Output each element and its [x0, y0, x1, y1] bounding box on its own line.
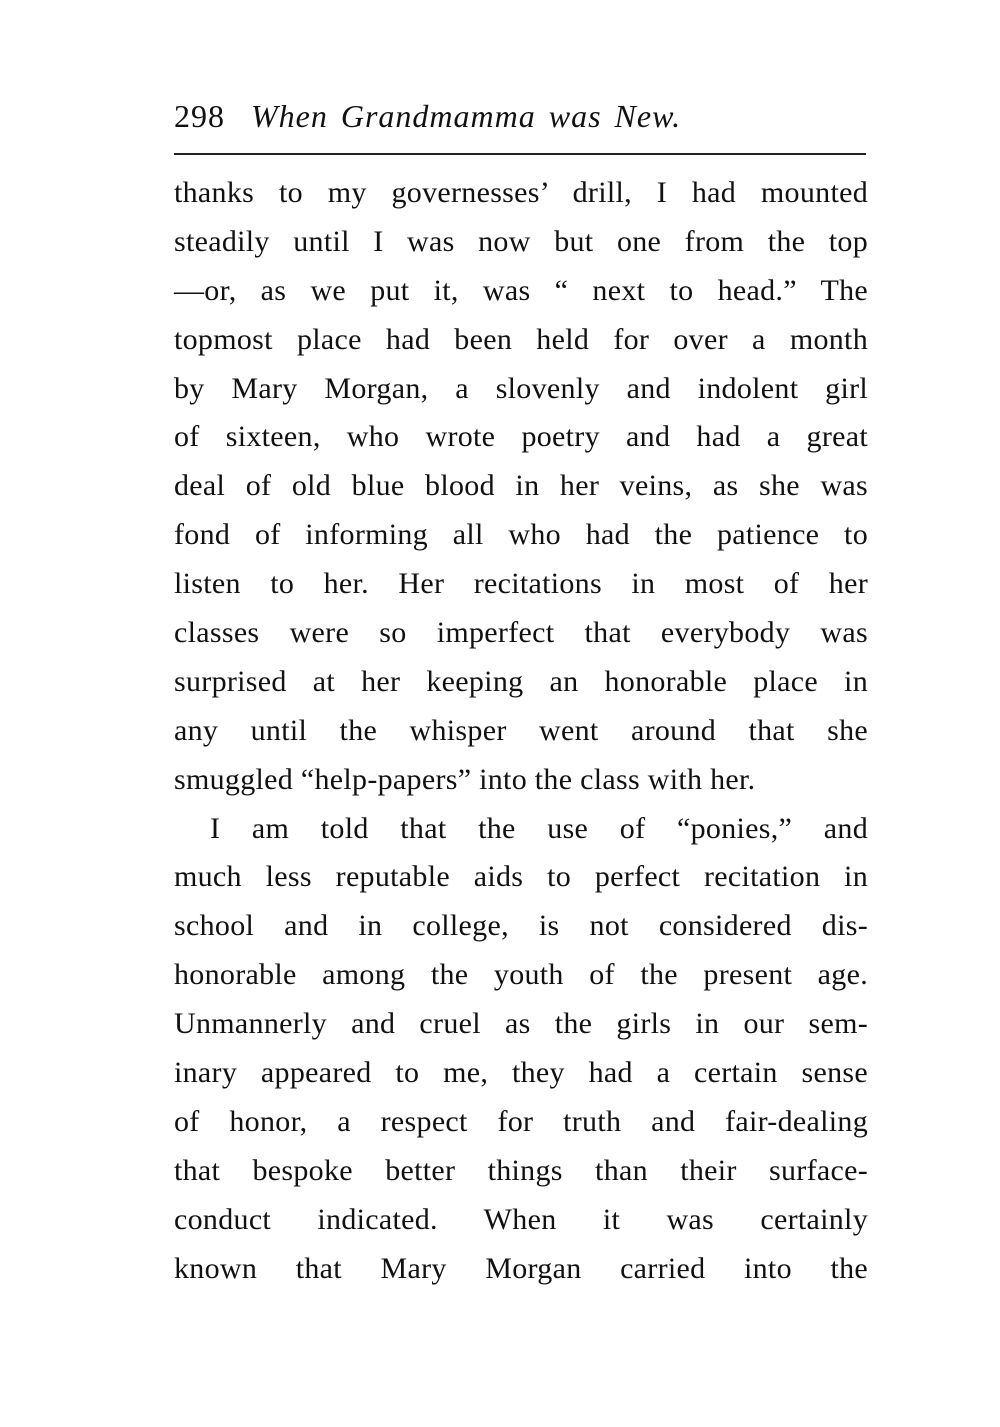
text-line: honorable among the youth of the present age.	[174, 958, 868, 992]
text-line: deal of old blue blood in her veins, as she was	[174, 469, 868, 503]
book-title: When Grandmamma was New.	[251, 98, 682, 134]
text-line: by Mary Morgan, a slovenly and indolent girl	[174, 371, 868, 405]
text-line: steadily until I was now but one from the top	[174, 224, 868, 258]
text-line: school and in college, is not considered dis-	[174, 909, 868, 943]
paragraph-start-line: I am told that the use of “ponies,” and	[210, 811, 868, 845]
text-line: known that Mary Morgan carried into the	[174, 1251, 868, 1285]
text-line: conduct indicated. When it was certainly	[174, 1202, 868, 1236]
header-rule	[174, 153, 866, 155]
text-line: of sixteen, who wrote poetry and had a great	[174, 420, 868, 454]
text-line: that bespoke better things than their surface-	[174, 1153, 868, 1187]
text-line: classes were so imperfect that everybody was	[174, 616, 868, 650]
text-line: surprised at her keeping an honorable place in	[174, 664, 868, 698]
text-line: listen to her. Her recitations in most of her	[174, 567, 868, 601]
text-line: any until the whisper went around that she	[174, 713, 868, 747]
text-line: inary appeared to me, they had a certain sense	[174, 1056, 868, 1090]
paragraph-end-line: smuggled “help-papers” into the class with her.	[174, 762, 756, 796]
text-line: of honor, a respect for truth and fair-dealing	[174, 1104, 868, 1138]
text-line: thanks to my governesses’ drill, I had mounted	[174, 176, 868, 209]
page-number: 298	[174, 98, 225, 134]
text-line: fond of informing all who had the patience to	[174, 518, 868, 552]
body-text	[174, 169, 868, 1293]
text-line: much less reputable aids to perfect recitation in	[174, 860, 868, 894]
running-head	[174, 92, 874, 140]
text-line: topmost place had been held for over a month	[174, 322, 868, 356]
text-line: —or, as we put it, was “ next to head.” The	[174, 273, 868, 307]
text-line: Unmannerly and cruel as the girls in our sem-	[174, 1007, 868, 1041]
